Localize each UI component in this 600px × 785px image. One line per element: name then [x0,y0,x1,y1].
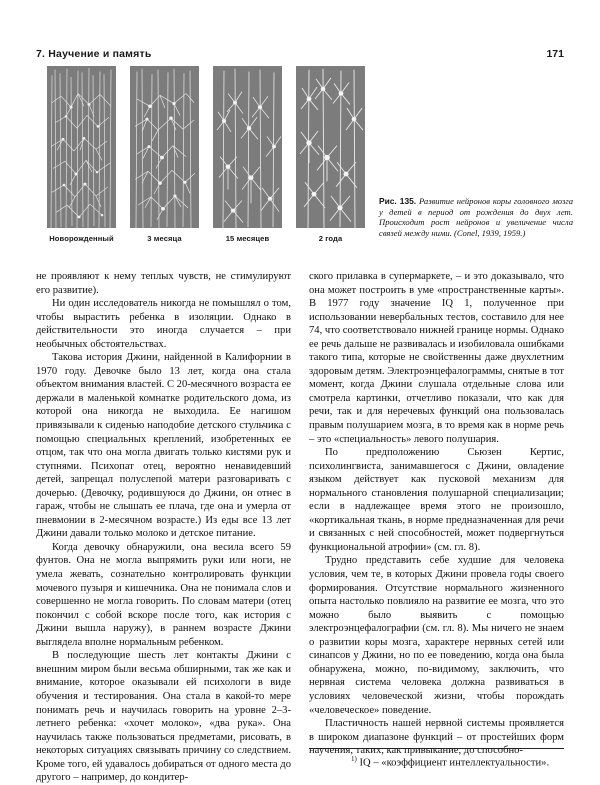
figure-panel-label-1: 3 месяца [147,234,182,243]
footnote-marker: 1) [351,754,357,763]
paragraph: ского прилавка в супермаркете, – и это доказывало, что она может построить в уме «пространственные карты». В 1977 году значение IQ 1, полученное при использовании невербальных тестов, составило для нее 74, что соответствовало нижней границе нормы. Однако ее речь дальше не развивалась и изобиловала ошибками такого типа, которые не свойственны даже двухлетним здоровым детям. Электроэнцефалограммы, снятые в тот момент, когда Джини слушала отдельные слова или смотрела картинки, отчетливо показали, что как для речи, так и для неречевых функций она пользовалась правым полушарием мозга, в то время как в норме речь – это «специальность» левого полушария. [309,271,564,445]
neuron-micrograph-15-months [213,66,282,228]
neuron-micrograph-newborn [47,66,116,228]
figure-panel-0 [47,66,116,243]
paragraph: Ни один исследователь никогда не помышлял о том, чтобы вырастить ребенка в изоляции. Однако в действительности это иногда случается – при необычных обстоятельствах. [36,298,291,350]
paragraph: Пластичность нашей нервной системы проявляется в широком диапазоне функций – от простейших форм научения, таких, как привыкание, до способно- [309,718,564,757]
figure-caption-number: Рис. 135. [379,196,417,206]
paragraph: По предположению Сьюзен Кертис, психолингвиста, занимавшегося с Джини, овладение языком действует как пусковой механизм для нормального становления полушарной специализации; если в надлежащее время этого не произошло, «кортикальная ткань, в норме предназначенная для речи и связанных с ней способностей, может подвергнуться функциональной атрофии» (см. гл. 8). [309,447,564,553]
paragraph: Трудно представить себе худшие для человека условия, чем те, в которых Джини провела годы своего формирования. Отсутствие нормального жизненного опыта настолько повлияло на развитие ее мозга, что это можно было выявить с помощью электроэнцефалографии (см. гл. 8). Мы ничего не знаем о развитии коры мозга, характере нервных сетей или синапсов у Джини, но по ее поведению, когда она была обнаружена, можно, по-видимому, заключить, что нервная система человека должна развиваться в условиях человеческой жизни, чтобы порождать «человеческое» поведение. [309,555,564,716]
chapter-title: 7. Научение и память [36,48,152,60]
figure-panel-2 [213,66,282,243]
paragraph: не проявляют к нему теплых чувств, не стимулируют его развитие). [36,271,291,296]
neuron-micrograph-3-months [130,66,199,228]
paragraph: В последующие шесть лет контакты Джини с внешним миром были весьма обширными, так же как и внимание, которое оказывали ей психологи в виде обучения и тестирования. Она стала в какой-то мере понимать речь и научилась говорить на уровне 2–3-летнего ребенка: «хочет молоко», «два рука». Она научилась также пользоваться предметами, рисовать, в некоторых ситуациях связывать причину со следствием. Кроме того, ей удавалось добираться от одного места до другого – например, до кондитер- [36,650,291,784]
neuron-micrograph-2-years [296,66,365,228]
right-column [309,270,564,770]
paragraph: Такова история Джини, найденной в Калифорнии в 1970 году. Девочке было 13 лет, когда она стала объектом внимания властей. С 20-месячного возраста ее держали в маленькой комнатке родительского дома, из которой она никогда не выходила. Ее нагишом привязывали к сиденью наподобие детского стульчика с помощью специальных креплений, изобретенных ее отцом, так что она могла двигать только кистями рук и ступнями. Психопат отец, вероятно ненавидевший детей, запрещал полуслепой матери разговаривать с дочерью. (Девочку, родившуюся до Джини, он отнес в гараж, чтобы не слышать ее плача, где она и умерла от пневмонии в 2-месячном возрасте.) Из еды все 13 лет Джини давали только молоко и детское питание. [36,352,291,540]
figure-panel-label-2: 15 месяцев [225,234,270,243]
footnote [309,753,564,770]
footnote-separator [309,748,564,749]
figure-caption [379,196,573,238]
body-text [36,270,564,784]
footnote-area [309,744,564,770]
running-head [36,48,564,60]
figure-panel-label-3: 2 года [318,234,343,243]
page-number: 171 [546,48,564,60]
figure-panel-3 [296,66,365,243]
figure-panel-1 [130,66,199,243]
figure-panel-label-0: Новорожденный [49,234,114,243]
figure-panel-row [47,66,379,243]
figure-135 [36,66,573,258]
left-column [36,270,291,784]
footnote-text: IQ – «коэффициент интеллектуальности». [359,757,550,769]
paragraph: Когда девочку обнаружили, она весила всего 59 фунтов. Она не могла выпрямить руки или ноги, не умела жевать, сознательно контролировать функции мочевого пузыря и кишечника. Она не понимала слов и совершенно не могла говорить. По словам матери (отец покончил с собой вскоре после того, как история с Джини вышла наружу), в раннем возрасте Джини выглядела вполне нормальным ребенком. [36,541,291,648]
figure-caption-text: Развитие нейронов коры головного мозга у детей в период от рождения до двух лет. Происходит рост нейронов и увеличение числа связей между ними. (Conel, 1939, 1959.) [379,196,573,238]
